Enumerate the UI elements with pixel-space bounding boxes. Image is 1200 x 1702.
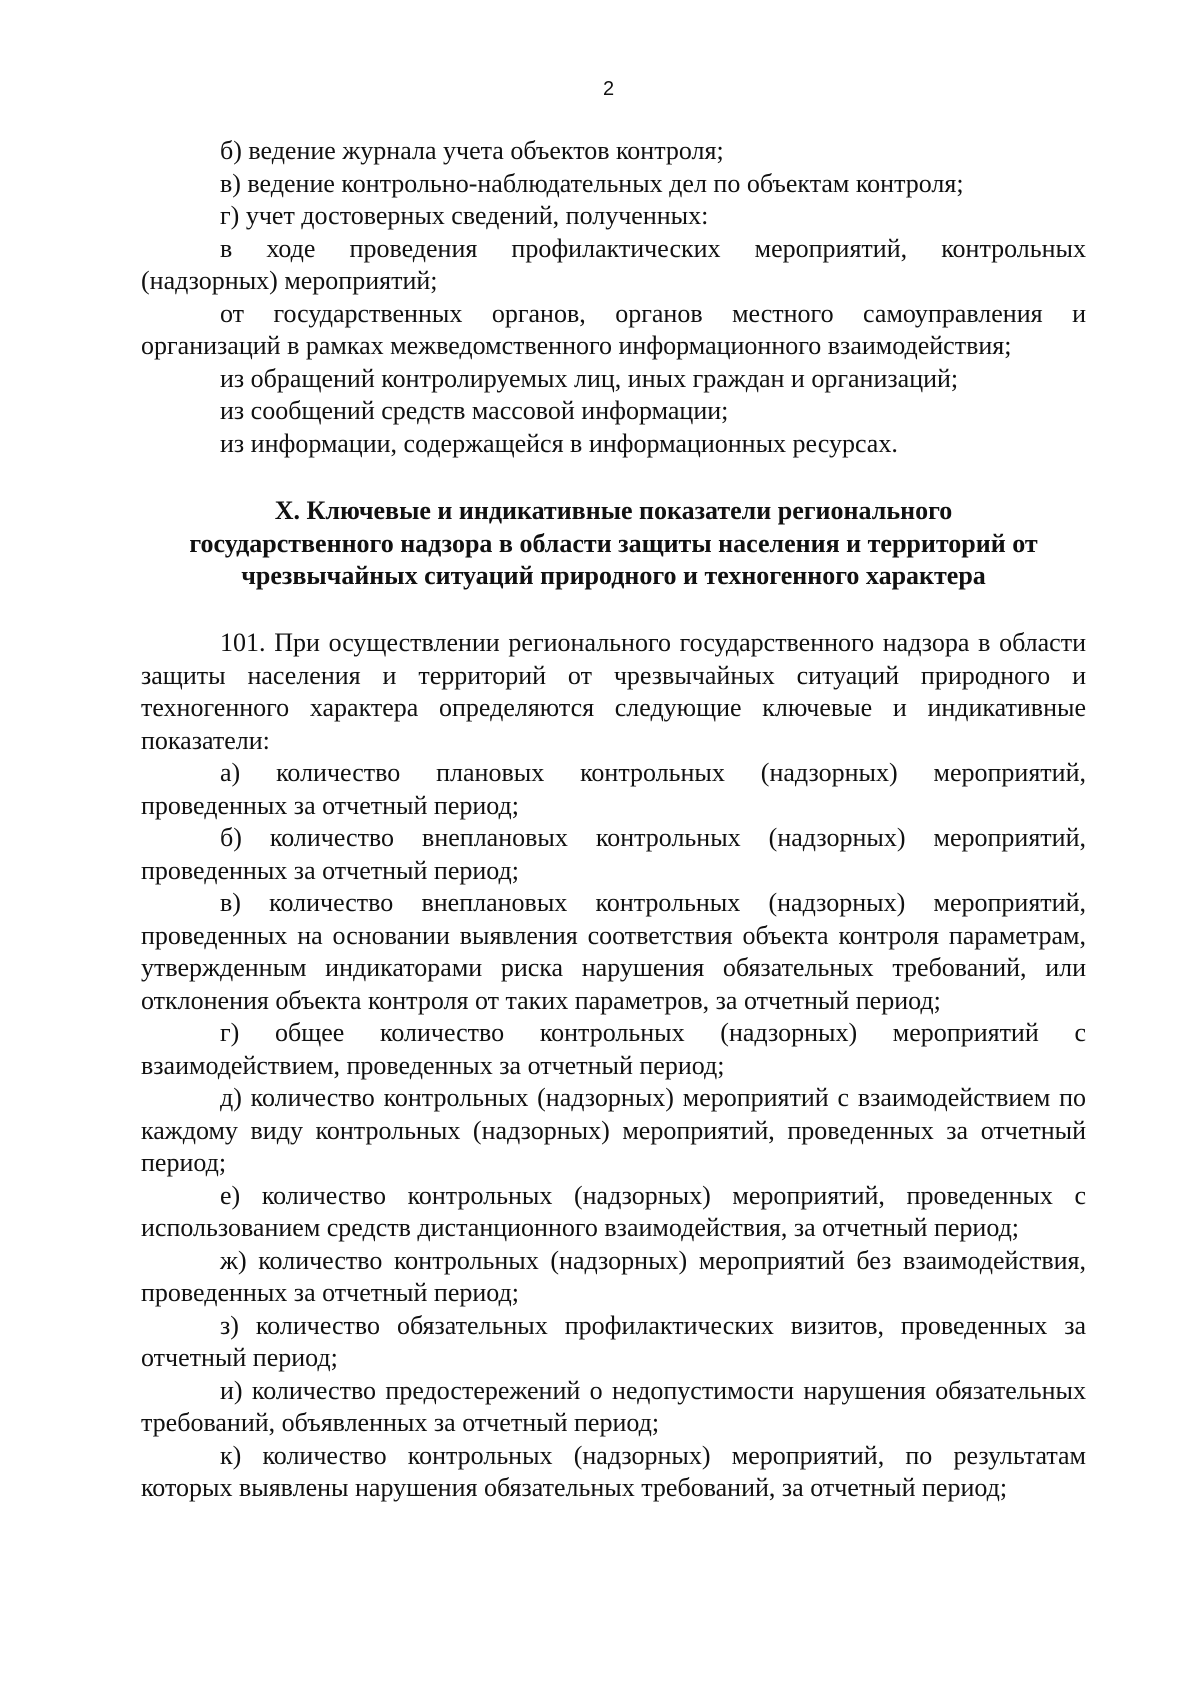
indicators-section	[141, 627, 1086, 1505]
indicator-item: а) количество плановых контрольных (надзорных) мероприятий, проведенных за отчетный период;	[141, 758, 1086, 820]
indicator-item: ж) количество контрольных (надзорных) мероприятий без взаимодействия, проведенных за отчетный период;	[141, 1245, 1086, 1307]
indicator-item: д) количество контрольных (надзорных) мероприятий с взаимодействием по каждому виду контрольных (надзорных) мероприятий, проведенных за отчетный период;	[141, 1083, 1086, 1177]
page-number: 2	[603, 78, 615, 100]
list-item: б) ведение журнала учета объектов контроля;	[220, 136, 724, 165]
indicator-item: б) количество внеплановых контрольных (надзорных) мероприятий, проведенных за отчетный период;	[141, 823, 1086, 885]
indicator-item: и) количество предостережений о недопустимости нарушения обязательных требований, объявленных за отчетный период;	[141, 1375, 1086, 1437]
list-item: в) ведение контрольно-наблюдательных дел по объектам контроля;	[220, 168, 964, 198]
list-item: из информации, содержащейся в информационных ресурсах.	[220, 428, 898, 458]
section-heading-line: X. Ключевые и индикативные показатели регионального	[274, 496, 953, 525]
top-list	[141, 135, 1086, 460]
indicator-item: в) количество внеплановых контрольных (надзорных) мероприятий, проведенных на основании выявления соответствия объекта контроля параметрам, утвержденным индикаторами риска нарушения обязательных требований, или отклонения объекта контроля от таких параметров, за отчетный период;	[141, 888, 1086, 1015]
indicator-item: е) количество контрольных (надзорных) мероприятий, проведенных с использованием средств дистанционного взаимодействия, за отчетный период;	[141, 1180, 1086, 1242]
list-item: из сообщений средств массовой информации;	[220, 396, 729, 425]
paragraph-101: 101. При осуществлении регионального государственного надзора в области защиты населения и территорий от чрезвычайных ситуаций природного и техногенного характера определяются следующие ключевые и индикативные показатели:	[141, 628, 1086, 755]
indicator-item: г) общее количество контрольных (надзорных) мероприятий с взаимодействием, проведенных за отчетный период;	[141, 1018, 1086, 1080]
list-item: из обращений контролируемых лиц, иных граждан и организаций;	[220, 363, 959, 393]
list-item: от государственных органов, органов местного самоуправления и организаций в рамках межведомственного информационного взаимодействия;	[141, 298, 1086, 360]
list-item: в ходе проведения профилактических мероприятий, контрольных (надзорных) мероприятий;	[141, 233, 1086, 295]
section-heading	[141, 495, 1086, 593]
indicator-item: к) количество контрольных (надзорных) мероприятий, по результатам которых выявлены нарушения обязательных требований, за отчетный период;	[141, 1440, 1086, 1502]
indicator-item: з) количество обязательных профилактических визитов, проведенных за отчетный период;	[141, 1310, 1086, 1372]
section-heading-line: чрезвычайных ситуаций природного и техногенного характера	[241, 561, 986, 590]
section-heading-line: государственного надзора в области защиты населения и территорий от	[189, 528, 1038, 558]
list-item: г) учет достоверных сведений, полученных:	[220, 201, 709, 230]
